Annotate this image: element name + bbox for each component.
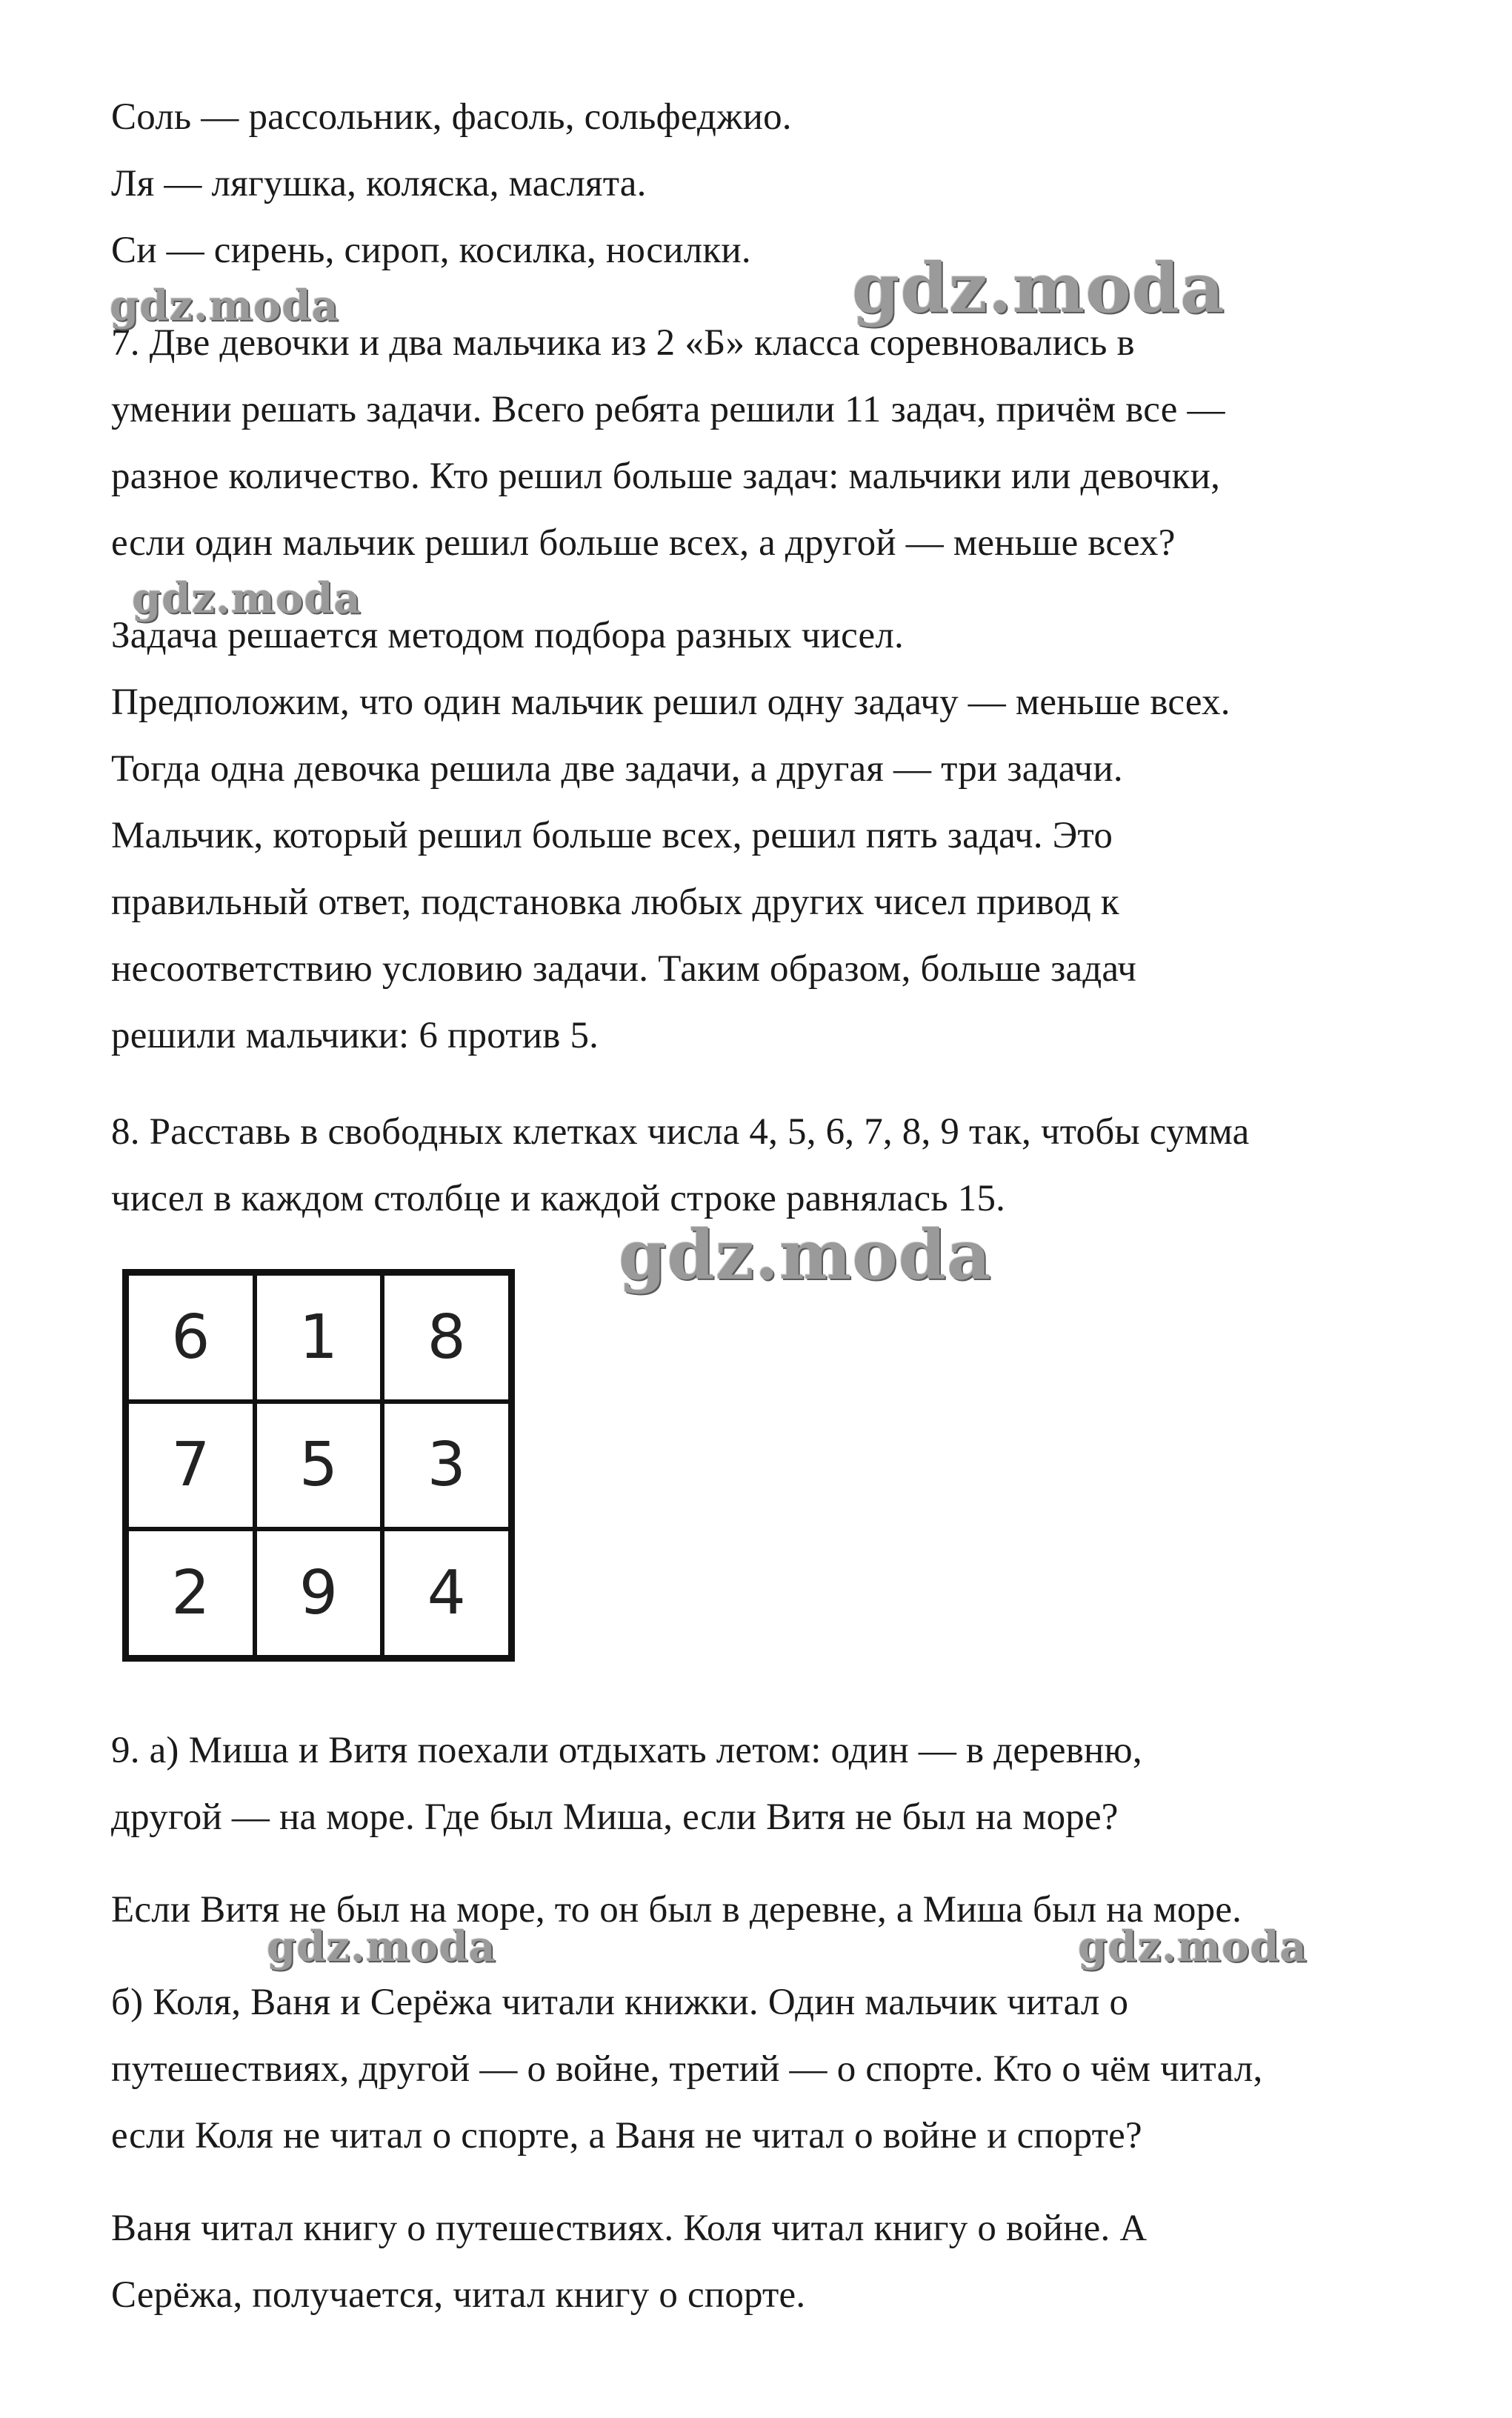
grid-cell: 6 — [127, 1273, 255, 1402]
grid-cell: 8 — [382, 1273, 510, 1402]
grid-cell: 7 — [127, 1402, 255, 1530]
text-line: Ля — лягушка, коляска, маслята. — [111, 163, 647, 204]
question-8-line: 8. Расставь в свободных клетках числа 4, 5, 6, 7, 8, 9 так, чтобы сумма — [111, 1111, 1250, 1153]
answer-9b-line: Серёжа, получается, читал книгу о спорте. — [111, 2274, 806, 2316]
grid-cell: 1 — [255, 1273, 383, 1402]
question-7-line: если один мальчик решил больше всех, а другой — меньше всех? — [111, 522, 1176, 564]
watermark: gdz.moda — [852, 248, 1225, 328]
question-7-line: разное количество. Кто решил больше задач: мальчики или девочки, — [111, 456, 1221, 497]
watermark: gdz.moda — [1078, 1922, 1308, 1971]
watermark: gdz.moda — [267, 1922, 496, 1971]
grid-cell: 2 — [127, 1529, 255, 1657]
answer-9b-line: Ваня читал книгу о путешествиях. Коля читал книгу о войне. А — [111, 2208, 1148, 2249]
answer-7-line: Тогда одна девочка решила две задачи, а другая — три задачи. — [111, 748, 1123, 790]
question-9b-line: путешествиях, другой — о войне, третий — о спорте. Кто о чём читал, — [111, 2048, 1263, 2090]
grid-cell: 9 — [255, 1529, 383, 1657]
question-9a-line: другой — на море. Где был Миша, если Витя не был на море? — [111, 1796, 1119, 1838]
answer-7-line: Предположим, что один мальчик решил одну задачу — меньше всех. — [111, 682, 1230, 723]
question-7-line: 7. Две девочки и два мальчика из 2 «Б» класса соревновались в — [111, 322, 1135, 364]
question-9b-line: если Коля не читал о спорте, а Ваня не читал о войне и спорте? — [111, 2115, 1142, 2156]
grid-cell: 3 — [382, 1402, 510, 1530]
answer-7-line: несоответствию условию задачи. Таким образом, больше задач — [111, 948, 1137, 990]
grid-cell: 4 — [382, 1529, 510, 1657]
answer-9a-line: Если Витя не был на море, то он был в деревне, а Миша был на море. — [111, 1889, 1242, 1931]
question-7-line: умении решать задачи. Всего ребята решили 11 задач, причём все — — [111, 389, 1225, 430]
text-line: Соль — рассольник, фасоль, сольфеджио. — [111, 96, 792, 138]
answer-7-line: Мальчик, который решил больше всех, решил пять задач. Это — [111, 815, 1113, 856]
grid-cell: 5 — [255, 1402, 383, 1530]
watermark: gdz.moda — [132, 574, 362, 623]
text-line: Си — сирень, сироп, косилка, носилки. — [111, 230, 751, 271]
watermark: gdz.moda — [619, 1215, 992, 1295]
answer-7-line: решили мальчики: 6 против 5. — [111, 1015, 599, 1056]
watermark: gdz.moda — [110, 282, 339, 330]
answer-7-line: правильный ответ, подстановка любых других чисел привод к — [111, 882, 1119, 923]
question-9b-line: б) Коля, Ваня и Серёжа читали книжки. Один мальчик читал о — [111, 1982, 1129, 2023]
answer-7-line: Задача решается методом подбора разных чисел. — [111, 615, 904, 656]
question-8-line: чисел в каждом столбце и каждой строке равнялась 15. — [111, 1178, 1006, 1219]
magic-square-grid — [122, 1269, 515, 1662]
question-9a-line: 9. а) Миша и Витя поехали отдыхать летом: один — в деревню, — [111, 1730, 1142, 1771]
